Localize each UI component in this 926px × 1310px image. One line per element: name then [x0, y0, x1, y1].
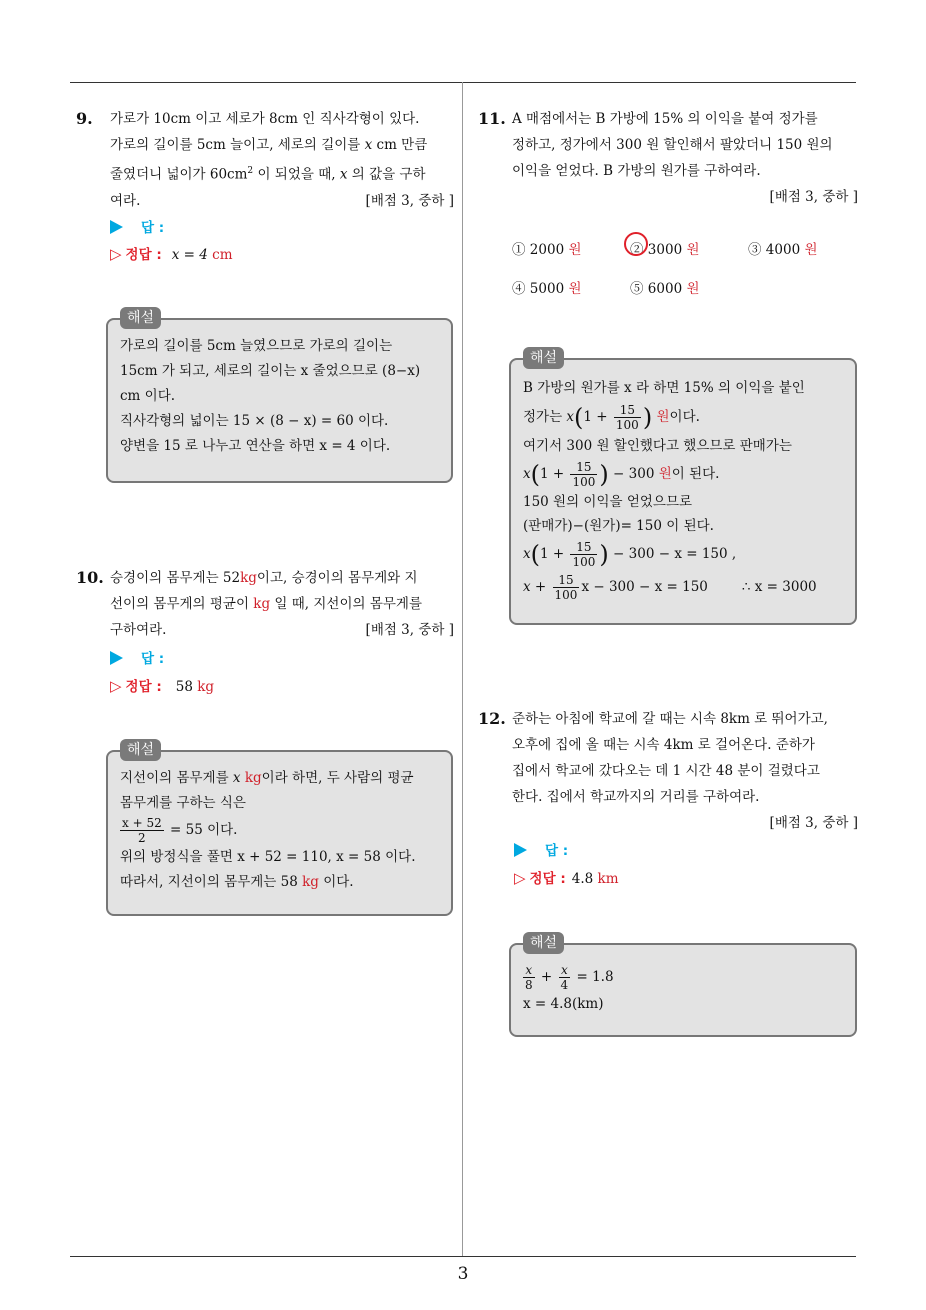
explanation-tag: 해설 [120, 307, 161, 329]
question-text: 승경이의 몸무게는 52kg이고, 승경이의 몸무게와 지 선이의 몸무게의 평균이 kg 일 때, 지선이의 몸무게를 구하여라. [배점 3, 중하 ] [110, 565, 454, 643]
selected-circle-icon [624, 232, 648, 256]
question-number: 11. [478, 109, 506, 128]
question-number: 12. [478, 709, 506, 728]
outline-triangle-icon: ▷ [514, 869, 526, 887]
column-divider [462, 82, 463, 1257]
explanation-tag: 해설 [120, 739, 161, 761]
explain-line: 직사각형의 넓이는 15 × (8 − x) = 60 이다. [120, 413, 389, 429]
explanation-box [106, 310, 453, 483]
page-number: 3 [457, 1264, 469, 1284]
top-rule [70, 82, 856, 83]
answer-line: 답 : [110, 648, 164, 670]
option-1[interactable]: ① 2000 원 [512, 242, 582, 258]
points: [배점 3, 중하 ] [769, 189, 858, 205]
option-3[interactable]: ③ 4000 원 [748, 242, 818, 258]
explanation-tag: 해설 [523, 347, 564, 369]
correct-answer: ▷ 정답 : 58 kg [110, 677, 215, 695]
answer-line: 답 : [514, 840, 568, 862]
explanation-box: 해설 B 가방의 원가를 x 라 하면 15% 의 이익을 붙인 정가는 x(1 + $\frac{15}{100}$ ) 원이다. 여기서 300 원 할인했다고 했으므로 판매가는 x(1 + $\frac{15}{100}$ ) − 300 원이 된다. 150 원의 이익을 얻었으므로 (판매가)−(원가)= 150 이 된다. x(1 + $\frac{15}{100}$ ) − 300 − x = 150 , x + $\frac{15}{100}$ x − 300 − x = 150 ∴ x = 3000 [509, 358, 857, 625]
option-2[interactable]: ② 3000 원 [630, 238, 700, 258]
question-text: 가로가 10cm 이고 세로가 8cm 인 직사각형이 있다. 가로의 길이를 5cm 늘이고, 세로의 길이를 x cm 만큼 줄였더니 넓이가 $60cm^2$ 이 되었을 때, x 의 값을 구하 여라. [배점 3, 중하 ] [110, 106, 454, 214]
triangle-icon [110, 651, 123, 665]
question-text: 준하는 아침에 학교에 갈 때는 시속 8km 로 뛰어가고, 오후에 집에 올 때는 시속 4km 로 걸어온다. 준하가 집에서 학교에 갔다오는 데 1 시간 48 분이 걸렸다고 한다. 집에서 학교까지의 거리를 구하여라. [배점 3, 중하 ] [512, 706, 858, 836]
question-text: A 매점에서는 B 가방에 15% 의 이익을 붙여 정가를 정하고, 정가에서 300 원 할인해서 팔았더니 150 원의 이익을 얻었다. B 가방의 원가를 구하여라. [배점 3, 중하 ] [512, 106, 858, 210]
outline-triangle-icon: ▷ [110, 245, 122, 263]
triangle-icon [110, 220, 123, 234]
option-5[interactable]: ⑤ 6000 원 [630, 281, 700, 297]
question-9 [76, 106, 454, 214]
explanation-box: 해설 지선이의 몸무게를 x kg이라 하면, 두 사람의 평균 몸무게를 구하는 식은 $\frac{x + 52}{2}$ = 55 이다. 위의 방정식을 풀면 x + 52 = 110, x = 58 이다. 따라서, 지선이의 몸무게는 58 kg 이다. [106, 750, 453, 916]
points: [배점 3, 중하 ] [365, 622, 454, 638]
explanation-tag: 해설 [523, 932, 564, 954]
question-10 [76, 565, 454, 643]
correct-answer: ▷ 정답 : x = 4 cm [110, 245, 233, 263]
bottom-rule [70, 1256, 856, 1257]
option-4[interactable]: ④ 5000 원 [512, 281, 582, 297]
question-12 [478, 706, 858, 836]
question-11 [478, 106, 858, 210]
correct-answer: ▷ 정답 : 4.8 km [514, 869, 619, 887]
answer-line: 답 : [110, 217, 164, 239]
explain-line: 가로의 길이를 5cm 늘였으므로 가로의 길이는 [120, 338, 393, 354]
question-number: 9. [76, 109, 93, 128]
explain-line: 15cm 가 되고, 세로의 길이는 x 줄었으므로 (8−x) [120, 363, 421, 379]
explanation-box: 해설 $\frac{x}{8}$ + $\frac{x}{4}$ = 1.8 x = 4.8(km) [509, 943, 857, 1037]
outline-triangle-icon: ▷ [110, 677, 122, 695]
explain-line: 양변을 15 로 나누고 연산을 하면 x = 4 이다. [120, 438, 391, 454]
question-number: 10. [76, 568, 104, 587]
triangle-icon [514, 843, 527, 857]
explain-line: cm 이다. [120, 388, 176, 404]
points: [배점 3, 중하 ] [365, 192, 454, 209]
points: [배점 3, 중하 ] [769, 815, 858, 831]
